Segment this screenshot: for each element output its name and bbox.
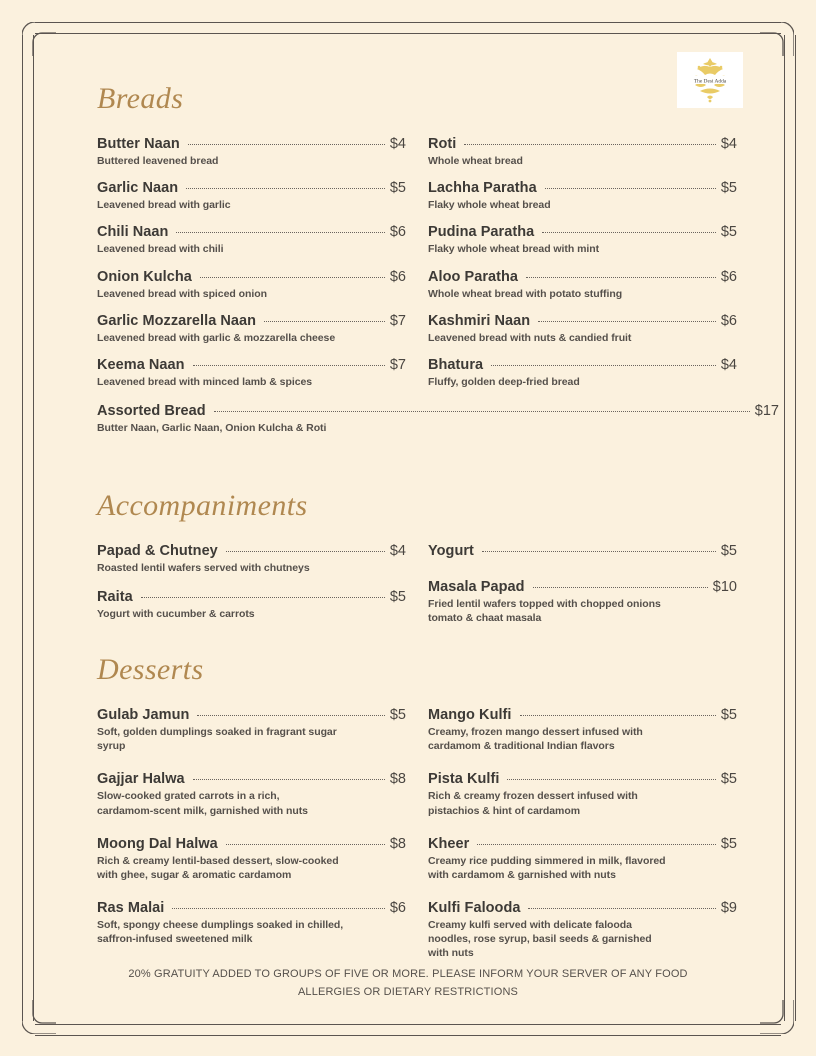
leader-dots (193, 365, 385, 366)
item-description: Leavened bread with spiced onion (97, 287, 267, 300)
item-price: $6 (389, 268, 406, 285)
menu-item[interactable] (97, 269, 406, 301)
item-description: Whole wheat bread (428, 155, 523, 167)
desserts-right-column (428, 707, 737, 973)
item-description: Butter Naan, Garlic Naan, Onion Kulcha & Roti (97, 422, 327, 435)
accompaniments-left-column (97, 543, 406, 637)
leader-dots (141, 597, 385, 598)
item-name: Aloo Paratha (428, 268, 519, 285)
item-price: $5 (389, 180, 406, 197)
breads-left-column (97, 136, 406, 401)
item-price: $6 (720, 312, 737, 329)
menu-item[interactable] (428, 136, 737, 168)
item-description: Roasted lentil wafers served with chutneys (97, 562, 310, 574)
item-name: Papad & Chutney (97, 543, 218, 559)
menu-item-assorted-bread[interactable] (97, 403, 779, 435)
item-description: Soft, golden dumplings soaked in fragrant sugar syrup (97, 726, 337, 753)
item-price: $5 (720, 707, 737, 723)
menu-item[interactable] (97, 771, 406, 817)
item-name: Chili Naan (97, 224, 169, 241)
item-name: Onion Kulcha (97, 268, 192, 285)
leader-dots (186, 188, 385, 189)
menu-item[interactable] (428, 543, 737, 559)
leader-dots (193, 779, 385, 780)
leader-dots (214, 411, 750, 412)
item-price: $6 (389, 900, 406, 917)
menu-item[interactable] (428, 771, 737, 817)
item-name: Mango Kulfi (428, 707, 512, 723)
item-description: Leavened bread with garlic (97, 199, 231, 212)
item-price: $4 (389, 136, 406, 152)
item-name: Gajjar Halwa (97, 771, 185, 788)
leader-dots (545, 188, 716, 189)
item-price: $10 (712, 579, 737, 595)
item-price: $5 (720, 224, 737, 241)
item-description: Rich & creamy frozen dessert infused with pistachios & hint of cardamom (428, 790, 638, 817)
leader-dots (188, 144, 385, 145)
item-name: Ras Malai (97, 900, 165, 917)
leader-dots (533, 587, 708, 588)
menu-item[interactable] (428, 836, 737, 882)
leader-dots (172, 908, 385, 909)
item-price: $17 (754, 403, 779, 420)
leader-dots (542, 232, 716, 233)
item-description: Yogurt with cucumber & carrots (97, 608, 255, 621)
menu-item[interactable] (97, 313, 406, 345)
item-name: Kheer (428, 835, 470, 852)
leader-dots (528, 908, 715, 909)
item-name: Raita (97, 589, 133, 606)
item-description: Flaky whole wheat bread with mint (428, 243, 600, 256)
item-description: Flaky whole wheat bread (428, 199, 551, 212)
item-price: $4 (389, 543, 406, 559)
leader-dots (200, 277, 385, 278)
item-description: Creamy rice pudding simmered in milk, flavored with cardamom & garnished with nuts (428, 854, 666, 881)
item-name: Butter Naan (97, 136, 180, 152)
item-name: Pudina Paratha (428, 224, 535, 241)
item-name: Kashmiri Naan (428, 312, 531, 329)
menu-item[interactable] (428, 357, 737, 389)
item-price: $8 (389, 835, 406, 852)
item-price: $5 (389, 589, 406, 606)
item-price: $6 (389, 224, 406, 241)
menu-item[interactable] (97, 357, 406, 389)
item-description: Leavened bread with garlic & mozzarella cheese (97, 331, 336, 344)
item-price: $5 (720, 543, 737, 559)
item-price: $6 (720, 268, 737, 285)
leader-dots (491, 365, 716, 366)
section-accompaniments (97, 489, 737, 637)
section-breads (97, 82, 779, 447)
item-name: Assorted Bread (97, 403, 206, 420)
item-name: Garlic Mozzarella Naan (97, 312, 257, 329)
breads-right-column (428, 136, 737, 401)
accompaniments-right-column (428, 543, 737, 637)
menu-item[interactable] (428, 707, 737, 753)
item-price: $9 (720, 900, 737, 917)
menu-item[interactable] (97, 224, 406, 256)
desserts-left-column (97, 707, 406, 973)
leader-dots (226, 551, 385, 552)
item-description: Fluffy, golden deep-fried bread (428, 375, 580, 388)
leader-dots (226, 844, 385, 845)
leader-dots (538, 321, 716, 322)
item-name: Keema Naan (97, 356, 185, 373)
leader-dots (197, 715, 384, 716)
item-price: $7 (389, 356, 406, 373)
item-name: Garlic Naan (97, 180, 179, 197)
item-price: $5 (720, 771, 737, 788)
item-price: $8 (389, 771, 406, 788)
section-title-breads: Breads (97, 82, 184, 115)
item-price: $4 (720, 356, 737, 373)
item-description: Fried lentil wafers topped with chopped onions tomato & chaat masala (428, 598, 661, 625)
logo-text: The Desi Adda (693, 78, 727, 85)
leader-dots (526, 277, 716, 278)
menu-item[interactable] (428, 313, 737, 345)
item-name: Roti (428, 136, 457, 152)
item-description: Soft, spongy cheese dumplings soaked in chilled, saffron-infused sweetened milk (97, 919, 344, 946)
section-desserts (97, 653, 737, 973)
item-name: Kulfi Falooda (428, 900, 521, 917)
item-description: Whole wheat bread with potato stuffing (428, 287, 623, 300)
item-description: Rich & creamy lentil-based dessert, slow-cooked with ghee, sugar & aromatic cardamom (97, 854, 339, 881)
item-description: Leavened bread with minced lamb & spices (97, 375, 313, 388)
item-name: Bhatura (428, 356, 484, 373)
leader-dots (176, 232, 384, 233)
leader-dots (477, 844, 716, 845)
item-name: Gulab Jamun (97, 707, 190, 723)
menu-item[interactable] (428, 180, 737, 212)
menu-item[interactable] (97, 900, 406, 946)
menu-item[interactable] (97, 180, 406, 212)
item-name: Pista Kulfi (428, 771, 500, 788)
leader-dots (520, 715, 716, 716)
item-description: Leavened bread with chili (97, 243, 224, 256)
item-description: Slow-cooked grated carrots in a rich, cardamom-scent milk, garnished with nuts (97, 790, 308, 817)
footer-note: 20% GRATUITY ADDED TO GROUPS OF FIVE OR MORE. PLEASE INFORM YOUR SERVER OF ANY FOOD ALLERGIES OR DIETARY RESTRICTIONS (128, 968, 688, 999)
menu-item[interactable] (97, 543, 406, 575)
leader-dots (264, 321, 385, 322)
item-description: Leavened bread with nuts & candied fruit (428, 331, 632, 344)
item-price: $7 (389, 312, 406, 329)
section-title-accompaniments: Accompaniments (97, 489, 308, 522)
item-name: Masala Papad (428, 579, 525, 595)
item-price: $5 (389, 707, 406, 723)
item-price: $5 (720, 180, 737, 197)
item-name: Yogurt (428, 543, 474, 559)
leader-dots (507, 779, 715, 780)
menu-item[interactable] (97, 589, 406, 621)
section-title-desserts: Desserts (97, 653, 204, 686)
menu-item[interactable] (428, 224, 737, 256)
item-price: $4 (720, 136, 737, 152)
menu-item[interactable] (97, 707, 406, 753)
item-description: Creamy kulfi served with delicate falooda noodles, rose syrup, basil seeds & garnished with nuts (428, 919, 652, 960)
item-price: $5 (720, 835, 737, 852)
menu-item[interactable] (428, 900, 737, 961)
menu-item[interactable] (428, 579, 737, 625)
item-description: Creamy, frozen mango dessert infused with cardamom & traditional Indian flavors (428, 726, 643, 753)
menu-item[interactable] (97, 136, 406, 168)
item-description: Buttered leavened bread (97, 155, 219, 167)
item-name: Lachha Paratha (428, 180, 537, 197)
leader-dots (464, 144, 715, 145)
menu-item[interactable] (97, 836, 406, 882)
leader-dots (482, 551, 716, 552)
item-name: Moong Dal Halwa (97, 835, 218, 852)
menu-item[interactable] (428, 269, 737, 301)
